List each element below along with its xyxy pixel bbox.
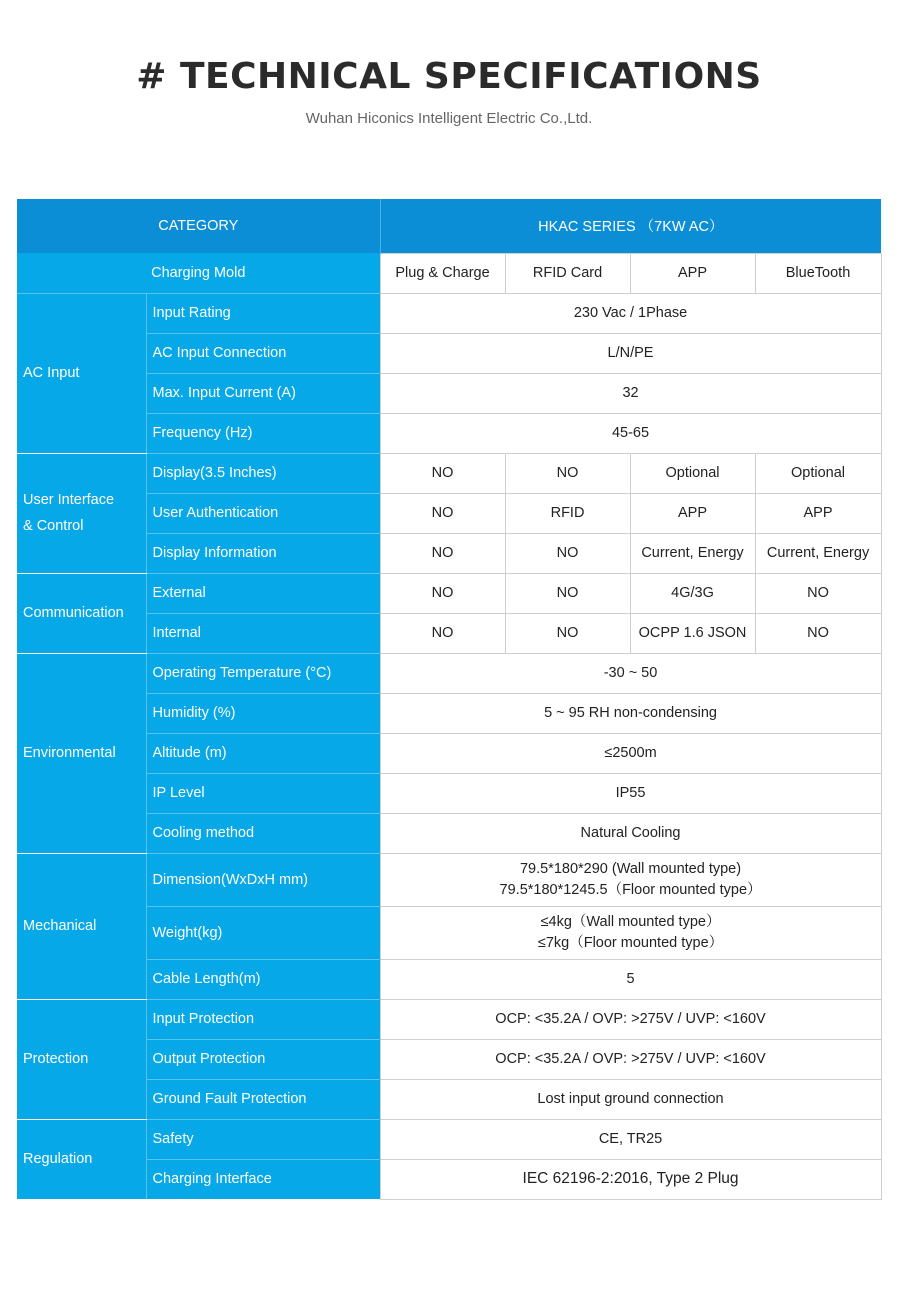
category-communication: Communication: [17, 573, 146, 653]
row-value: APP: [755, 493, 881, 533]
row-value: APP: [630, 493, 755, 533]
table-row: [17, 1119, 881, 1159]
row-value: Optional: [630, 453, 755, 493]
row-label: External: [146, 573, 380, 613]
row-value: NO: [505, 533, 630, 573]
table-row: [17, 453, 881, 493]
table-row: [17, 493, 881, 533]
category-label-line2: & Control: [23, 518, 84, 534]
row-value: -30 ~ 50: [380, 653, 881, 693]
row-value: Optional: [755, 453, 881, 493]
row-value: NO: [505, 453, 630, 493]
row-value: 32: [380, 373, 881, 413]
model-app: APP: [630, 253, 755, 293]
table-row: [17, 906, 881, 959]
spec-table: [17, 199, 882, 1200]
header-category: CATEGORY: [17, 199, 380, 253]
table-row: [17, 533, 881, 573]
table-header-row: [17, 199, 881, 253]
page-title: # TECHNICAL SPECIFICATIONS: [136, 56, 762, 97]
table-row: [17, 573, 881, 613]
category-label-line1: User Interface: [23, 492, 115, 508]
table-row: [17, 1079, 881, 1119]
row-label: Charging Interface: [146, 1159, 380, 1199]
table-row: [17, 333, 881, 373]
row-value: NO: [505, 573, 630, 613]
row-label: Output Protection: [146, 1039, 380, 1079]
row-value: 5 ~ 95 RH non-condensing: [380, 693, 881, 733]
row-label: Ground Fault Protection: [146, 1079, 380, 1119]
row-label: AC Input Connection: [146, 333, 380, 373]
row-value: Current, Energy: [630, 533, 755, 573]
table-row: [17, 613, 881, 653]
category-user-interface: [17, 453, 146, 573]
row-label: Dimension(WxDxH mm): [146, 853, 380, 906]
row-value: L/N/PE: [380, 333, 881, 373]
row-value: ≤2500m: [380, 733, 881, 773]
table-row: [17, 653, 881, 693]
row-label: Max. Input Current (A): [146, 373, 380, 413]
table-row: [17, 693, 881, 733]
table-row: [17, 1039, 881, 1079]
row-value: 5: [380, 959, 881, 999]
model-bluetooth: BlueTooth: [755, 253, 881, 293]
row-value: NO: [380, 533, 505, 573]
row-value: 4G/3G: [630, 573, 755, 613]
row-value: [380, 906, 881, 959]
row-label: Humidity (%): [146, 693, 380, 733]
value-line: ≤7kg（Floor mounted type）: [537, 934, 724, 951]
table-row: [17, 773, 881, 813]
category-mechanical: Mechanical: [17, 853, 146, 999]
row-label: Altitude (m): [146, 733, 380, 773]
model-plug-charge: Plug & Charge: [380, 253, 505, 293]
company-subtitle: Wuhan Hiconics Intelligent Electric Co.,Ltd.: [305, 110, 593, 127]
category-regulation: Regulation: [17, 1119, 146, 1199]
model-rfid-card: RFID Card: [505, 253, 630, 293]
table-row: [17, 813, 881, 853]
row-value: 230 Vac / 1Phase: [380, 293, 881, 333]
row-value: Current, Energy: [755, 533, 881, 573]
row-value: Lost input ground connection: [380, 1079, 881, 1119]
row-label: Cooling method: [146, 813, 380, 853]
row-value: OCPP 1.6 JSON: [630, 613, 755, 653]
category-protection: Protection: [17, 999, 146, 1119]
row-label: Internal: [146, 613, 380, 653]
category-environmental: Environmental: [17, 653, 146, 853]
row-value: NO: [380, 613, 505, 653]
row-label: Operating Temperature (°C): [146, 653, 380, 693]
row-value: OCP: <35.2A / OVP: >275V / UVP: <160V: [380, 1039, 881, 1079]
row-value: NO: [380, 493, 505, 533]
row-label: Display Information: [146, 533, 380, 573]
row-label: Input Rating: [146, 293, 380, 333]
row-value: OCP: <35.2A / OVP: >275V / UVP: <160V: [380, 999, 881, 1039]
row-label: Safety: [146, 1119, 380, 1159]
row-label: Display(3.5 Inches): [146, 453, 380, 493]
table-row: [17, 413, 881, 453]
value-line: ≤4kg（Wall mounted type）: [540, 913, 721, 930]
row-value: RFID: [505, 493, 630, 533]
row-value: IEC 62196-2:2016, Type 2 Plug: [380, 1159, 881, 1199]
header-series: HKAC SERIES （7KW AC）: [380, 199, 881, 253]
row-value: CE, TR25: [380, 1119, 881, 1159]
table-row: [17, 959, 881, 999]
value-line: 79.5*180*1245.5（Floor mounted type）: [499, 881, 762, 898]
value-line: 79.5*180*290 (Wall mounted type): [519, 860, 742, 877]
table-row: [17, 1159, 881, 1199]
category-ac-input: AC Input: [17, 293, 146, 453]
table-row: [17, 853, 881, 906]
table-row: [17, 999, 881, 1039]
row-label: Input Protection: [146, 999, 380, 1039]
row-value: NO: [505, 613, 630, 653]
row-label: Cable Length(m): [146, 959, 380, 999]
charging-mold-row: [17, 253, 881, 293]
row-value: [380, 853, 881, 906]
row-value: NO: [380, 573, 505, 613]
table-row: [17, 733, 881, 773]
row-label: User Authentication: [146, 493, 380, 533]
row-label: IP Level: [146, 773, 380, 813]
row-value: NO: [380, 453, 505, 493]
row-value: Natural Cooling: [380, 813, 881, 853]
table-row: [17, 293, 881, 333]
row-value: 45-65: [380, 413, 881, 453]
table-row: [17, 373, 881, 413]
charging-mold-label: Charging Mold: [17, 253, 380, 293]
row-value: IP55: [380, 773, 881, 813]
row-value: NO: [755, 613, 881, 653]
row-value: NO: [755, 573, 881, 613]
row-label: Weight(kg): [146, 906, 380, 959]
row-label: Frequency (Hz): [146, 413, 380, 453]
